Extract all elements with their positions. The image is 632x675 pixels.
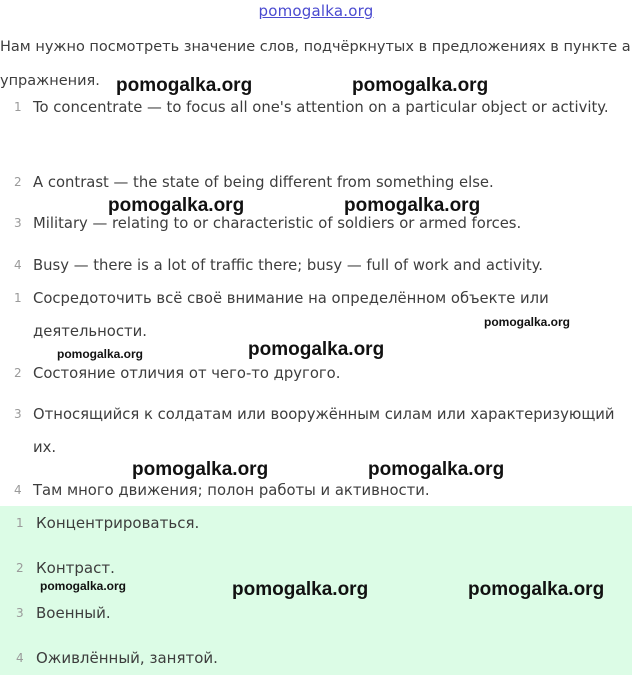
watermark: pomogalka.org: [108, 195, 245, 216]
item-number: 3: [14, 216, 22, 230]
item-number: 3: [14, 407, 22, 421]
item-number: 2: [16, 561, 24, 575]
item-text: Busy — there is a lot of traffic there; busy — full of work and activity.: [33, 257, 544, 274]
item-text: To concentrate — to focus all one's attention on a particular object or activity.: [33, 99, 609, 116]
watermark: pomogalka.org: [116, 75, 253, 96]
site-header-link[interactable]: pomogalka.org: [258, 2, 374, 20]
item-number: 1: [16, 516, 24, 530]
intro-text: Нам нужно посмотреть значение слов, подчёркнутых в предложениях в пункте а упражнения.: [0, 39, 631, 89]
item-number: 1: [14, 100, 22, 114]
item-text: Контраст.: [36, 559, 115, 577]
item-number: 4: [14, 483, 22, 497]
item-number: 4: [14, 258, 22, 272]
watermark: pomogalka.org: [344, 195, 481, 216]
item-text: Сосредоточить всё своё внимание на определённом объекте или деятельности.: [33, 290, 549, 340]
item-number: 4: [16, 651, 24, 665]
item-text: Концентрироваться.: [36, 514, 200, 532]
watermark: pomogalka.org: [484, 315, 571, 329]
watermark: pomogalka.org: [368, 459, 505, 480]
watermark: pomogalka.org: [40, 579, 127, 593]
item-number: 2: [14, 366, 22, 380]
item-text: Military — relating to or characteristic of soldiers or armed forces.: [33, 215, 522, 232]
item-text: Состояние отличия от чего-то другого.: [33, 365, 341, 382]
watermark: pomogalka.org: [468, 579, 605, 600]
watermark: pomogalka.org: [352, 75, 489, 96]
watermark: pomogalka.org: [57, 347, 144, 361]
item-text: Военный.: [36, 604, 111, 622]
item-number: 1: [14, 291, 22, 305]
item-text: Оживлённый, занятой.: [36, 649, 218, 667]
item-text: Там много движения; полон работы и активности.: [33, 482, 430, 499]
watermark: pomogalka.org: [232, 579, 369, 600]
watermark: pomogalka.org: [248, 339, 385, 360]
item-text: A contrast — the state of being different from something else.: [33, 174, 494, 191]
watermark: pomogalka.org: [132, 459, 269, 480]
item-number: 2: [14, 175, 22, 189]
item-number: 3: [16, 606, 24, 620]
item-text: Относящийся к солдатам или вооружённым силам или характеризующий их.: [33, 406, 615, 456]
